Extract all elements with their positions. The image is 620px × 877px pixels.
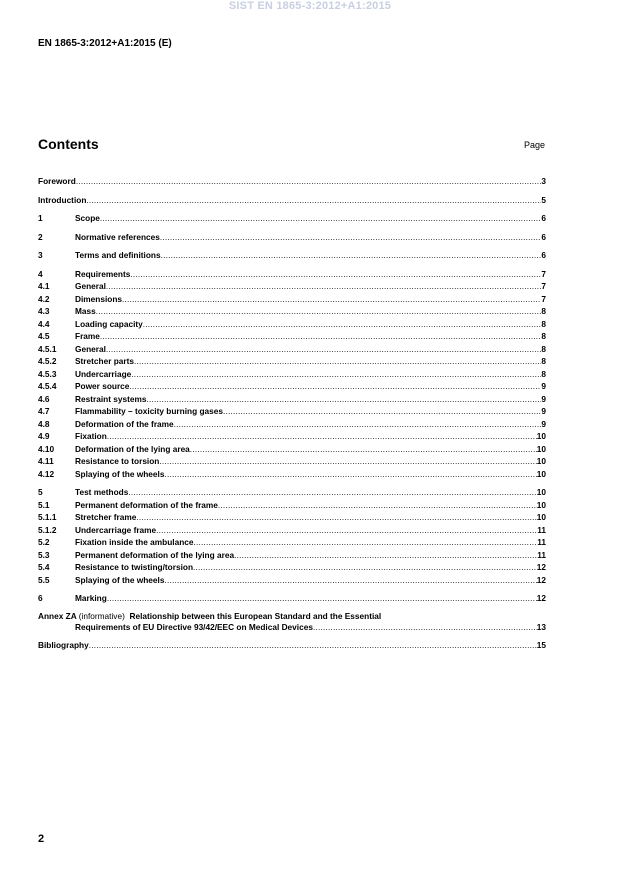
- toc-entry-page: 8: [541, 343, 546, 354]
- toc-entry-page: 10: [536, 499, 546, 510]
- dot-leader: [100, 330, 541, 343]
- annex-page-number: 13: [536, 621, 546, 632]
- toc-entry-number: 5.5: [38, 574, 50, 585]
- dot-leader: [223, 405, 541, 418]
- toc-entry-number: 4.5.4: [38, 381, 57, 391]
- toc-entry-title: Foreword: [38, 176, 76, 186]
- toc-entry-title: Deformation of the frame: [75, 418, 174, 429]
- page-column-label: Page: [523, 140, 545, 150]
- toc-entry-title: Loading capacity: [75, 318, 143, 329]
- toc-entry-page: 6: [541, 231, 546, 242]
- toc-entry-number: 5.1.2: [38, 524, 57, 535]
- toc-entry-page: 10: [536, 468, 546, 479]
- toc-entry[interactable]: [38, 430, 546, 443]
- toc-entry-annex-za[interactable]: [38, 611, 546, 633]
- toc-entry-number: 2: [38, 231, 43, 242]
- toc-entry[interactable]: [38, 455, 546, 468]
- toc-entry[interactable]: [38, 355, 546, 368]
- toc-entry[interactable]: [38, 511, 546, 524]
- toc-entry-title: Requirements: [75, 268, 131, 279]
- document-identifier: EN 1865-3:2012+A1:2015 (E): [38, 38, 172, 49]
- toc-entry-page: 9: [541, 393, 546, 404]
- toc-entry-title: Frame: [75, 331, 100, 341]
- toc-entry-number: 4.2: [38, 293, 50, 304]
- toc-entry-page: 11: [537, 537, 546, 547]
- toc-entry-number: 5.2: [38, 537, 50, 547]
- toc-entry-page: 8: [541, 368, 546, 379]
- toc-entry[interactable]: [38, 318, 546, 331]
- toc-entry-page: 3: [541, 176, 546, 186]
- dot-leader: [130, 268, 541, 281]
- toc-entry-title: Scope: [75, 213, 100, 223]
- toc-entry-title: General: [75, 343, 106, 354]
- toc-entry-title: Test methods: [75, 487, 129, 497]
- toc-entry-page: 6: [541, 250, 546, 260]
- dot-leader: [106, 280, 541, 293]
- toc-entry-title: Restraint systems: [75, 393, 147, 404]
- toc-entry-title: Splaying of the wheels: [75, 468, 165, 479]
- dot-leader: [96, 305, 542, 318]
- dot-leader: [218, 499, 537, 512]
- dot-leader: [86, 194, 541, 207]
- toc-entry-number: 5.4: [38, 562, 50, 572]
- dot-leader: [159, 455, 536, 468]
- toc-entry-title: Permanent deformation of the frame: [75, 499, 218, 510]
- toc-entry[interactable]: [38, 249, 546, 262]
- toc-entry-title: Splaying of the wheels: [75, 574, 165, 585]
- toc-entry-page: 6: [541, 213, 546, 223]
- toc-entry-page: 10: [536, 456, 546, 466]
- dot-leader: [194, 536, 538, 549]
- dot-leader: [164, 574, 536, 587]
- toc-entry[interactable]: [38, 212, 546, 225]
- toc-entry[interactable]: [38, 499, 546, 512]
- dot-leader: [89, 639, 537, 652]
- toc-entry-title: General: [75, 281, 106, 291]
- dot-leader: [129, 380, 541, 393]
- toc-entry[interactable]: [38, 305, 546, 318]
- toc-entry[interactable]: [38, 194, 546, 207]
- toc-entry-number: 5.1: [38, 499, 50, 510]
- toc-entry-bibliography[interactable]: [38, 639, 546, 652]
- toc-entry-number: 4.5: [38, 331, 50, 341]
- toc-entry[interactable]: [38, 343, 546, 356]
- toc-entry-page: 9: [541, 406, 546, 416]
- toc-entry-number: 4.7: [38, 406, 50, 416]
- toc-entry-title: Undercarriage frame: [75, 524, 157, 535]
- toc-entry[interactable]: [38, 549, 546, 562]
- table-of-contents: [38, 175, 546, 651]
- dot-leader: [143, 318, 542, 331]
- toc-entry-title: Resistance to twisting/torsion: [75, 562, 194, 572]
- toc-entry[interactable]: [38, 405, 546, 418]
- toc-entry[interactable]: [38, 293, 546, 306]
- dot-leader: [107, 592, 537, 605]
- toc-entry-page: 9: [541, 381, 546, 391]
- dot-leader: [156, 524, 537, 537]
- toc-entry-number: 5.1.1: [38, 512, 57, 522]
- toc-entry-page: 8: [541, 318, 546, 329]
- bibliography-title: Bibliography: [38, 639, 89, 650]
- bibliography-page-number: 15: [536, 639, 546, 650]
- dot-leader: [128, 486, 536, 499]
- toc-entry[interactable]: [38, 368, 546, 381]
- toc-entry-title: Fixation inside the ambulance: [75, 537, 194, 547]
- toc-entry-title: Deformation of the lying area: [75, 443, 190, 454]
- annex-qualifier: (informative): [78, 610, 125, 621]
- dot-leader: [122, 293, 541, 306]
- toc-entry-title: Power source: [75, 381, 130, 391]
- toc-entry-title: Introduction: [38, 194, 87, 205]
- toc-entry[interactable]: [38, 468, 546, 481]
- dot-leader: [234, 549, 537, 562]
- toc-entry-page: 7: [541, 293, 546, 304]
- toc-entry[interactable]: [38, 486, 546, 499]
- toc-entry-page: 10: [536, 512, 546, 522]
- dot-leader: [76, 175, 542, 188]
- dot-leader: [134, 355, 541, 368]
- toc-entry-number: 4.6: [38, 393, 50, 404]
- toc-entry[interactable]: [38, 330, 546, 343]
- toc-entry-number: 5: [38, 487, 43, 497]
- toc-entry-page: 11: [537, 549, 546, 560]
- toc-entry-page: 7: [541, 281, 546, 291]
- toc-entry-title: Dimensions: [75, 293, 123, 304]
- toc-entry-title: Marking: [75, 593, 107, 603]
- toc-entry[interactable]: [38, 280, 546, 293]
- dot-leader: [161, 249, 542, 262]
- toc-entry-page: 8: [541, 306, 546, 316]
- toc-entry-page: 12: [536, 562, 546, 572]
- toc-entry-number: 4.5.1: [38, 343, 57, 354]
- toc-entry[interactable]: [38, 443, 546, 456]
- toc-entry-number: 4: [38, 268, 43, 279]
- annex-heading-line: [38, 611, 546, 622]
- toc-entry[interactable]: [38, 231, 546, 244]
- toc-entry-number: 4.11: [38, 456, 54, 466]
- toc-entry[interactable]: [38, 561, 546, 574]
- toc-entries: [38, 175, 546, 605]
- annex-title-line1: Relationship between this European Standard and the Essential: [129, 610, 382, 621]
- toc-entry[interactable]: [38, 175, 546, 188]
- toc-entry-title: Terms and definitions: [75, 250, 161, 260]
- toc-entry-page: 5: [541, 194, 546, 205]
- toc-entry-title: Stretcher parts: [75, 356, 135, 366]
- dot-leader: [160, 231, 542, 244]
- toc-entry[interactable]: [38, 393, 546, 406]
- toc-entry-page: 10: [536, 487, 546, 497]
- toc-entry-page: 9: [541, 418, 546, 429]
- toc-entry[interactable]: [38, 574, 546, 587]
- toc-entry-page: 10: [536, 443, 546, 454]
- toc-entry-title: Stretcher frame: [75, 512, 137, 522]
- dot-leader: [146, 393, 541, 406]
- toc-entry-page: 10: [536, 431, 546, 441]
- toc-entry-number: 4.5.2: [38, 356, 57, 366]
- dot-leader: [131, 368, 541, 381]
- watermark: SIST EN 1865-3:2012+A1:2015: [228, 0, 392, 12]
- dot-leader: [174, 418, 542, 431]
- toc-entry-page: 8: [541, 331, 546, 341]
- toc-entry-number: 3: [38, 250, 43, 260]
- dot-leader: [100, 212, 541, 225]
- dot-leader: [190, 443, 537, 456]
- toc-entry-number: 4.1: [38, 281, 50, 291]
- dot-leader: [193, 561, 537, 574]
- page-number: 2: [38, 833, 45, 845]
- annex-title-line-2: [38, 622, 546, 633]
- toc-entry[interactable]: [38, 536, 546, 549]
- toc-entry-page: 11: [537, 524, 546, 535]
- toc-entry-title: Undercarriage: [75, 368, 132, 379]
- toc-entry-number: 1: [38, 213, 43, 223]
- toc-entry-number: 4.5.3: [38, 368, 57, 379]
- annex-label: Annex ZA: [38, 610, 77, 621]
- toc-entry-number: 4.10: [38, 443, 55, 454]
- toc-entry-title: Fixation: [75, 431, 107, 441]
- toc-entry[interactable]: [38, 418, 546, 431]
- dot-leader: [106, 343, 541, 356]
- toc-entry-number: 5.3: [38, 549, 50, 560]
- toc-entry-page: 12: [536, 593, 546, 603]
- toc-entry-page: 7: [541, 268, 546, 279]
- toc-entry[interactable]: [38, 524, 546, 537]
- toc-entry[interactable]: [38, 380, 546, 393]
- toc-entry-number: 4.3: [38, 306, 50, 316]
- toc-entry-number: 4.12: [38, 468, 55, 479]
- toc-entry-page: 8: [541, 356, 546, 366]
- toc-entry-title: Resistance to torsion: [75, 456, 160, 466]
- page-title: Contents: [38, 136, 99, 152]
- toc-entry-page: 12: [536, 574, 546, 585]
- toc-entry-title: Normative references: [75, 231, 160, 242]
- dot-leader: [313, 622, 537, 633]
- toc-entry-number: 4.9: [38, 431, 50, 441]
- toc-entry-number: 4.4: [38, 318, 50, 329]
- dot-leader: [136, 511, 536, 524]
- toc-entry-number: 6: [38, 593, 43, 603]
- toc-entry-title: Flammability – toxicity burning gases: [75, 406, 223, 416]
- toc-entry[interactable]: [38, 268, 546, 281]
- toc-entry-title: Mass: [75, 306, 96, 316]
- annex-title-line2: Requirements of EU Directive 93/42/EEC on Medical Devices: [75, 621, 313, 632]
- dot-leader: [107, 430, 537, 443]
- toc-entry-number: 4.8: [38, 418, 50, 429]
- toc-entry[interactable]: [38, 592, 546, 605]
- dot-leader: [164, 468, 536, 481]
- toc-entry-title: Permanent deformation of the lying area: [75, 549, 235, 560]
